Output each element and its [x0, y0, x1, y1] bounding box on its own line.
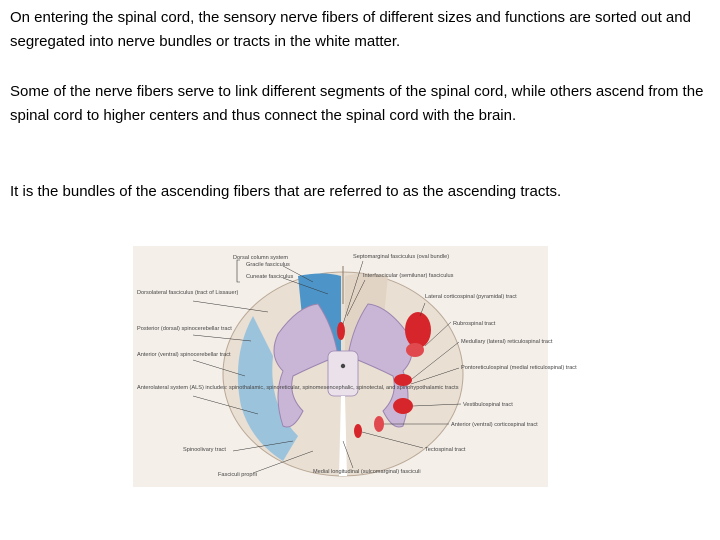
label-medial-longitudinal: Medial longitudinal (sulcomarginal) fasciculi	[313, 469, 421, 475]
label-cuneate: Cuneate fasciculus	[246, 274, 294, 280]
label-dorsal-column-system: Dorsal column system	[233, 255, 289, 261]
dorsal-column-bracket	[237, 260, 240, 282]
tectospinal-red	[354, 424, 362, 438]
label-tectospinal: Tectospinal tract	[425, 447, 466, 453]
label-anterior-corticospinal: Anterior (ventral) corticospinal tract	[451, 422, 538, 428]
label-spinoolivary: Spinoolivary tract	[183, 447, 226, 453]
label-lateral-corticospinal: Lateral corticospinal (pyramidal) tract	[425, 294, 517, 300]
lateral-corticospinal-red	[405, 312, 431, 348]
label-als: Anterolateral system (ALS) includes: spinothalamic, spinoreticular, spinomesencephalic, spinotectal, and spinohypothalamic tracts	[137, 385, 459, 391]
vestibulospinal-red	[393, 398, 413, 414]
label-posterior-spinocerebellar: Posterior (dorsal) spinocerebellar tract	[137, 326, 232, 332]
paragraph-linking: Some of the nerve fibers serve to link different segments of the spinal cord, while others ascend from the spinal cord to higher centers and thus connect the spinal cord with the brain.	[10, 83, 704, 124]
spinal-cord-tracts-figure	[133, 246, 577, 487]
label-anterior-spinocerebellar: Anterior (ventral) spinocerebellar tract	[137, 352, 231, 358]
label-septomarginal: Septomarginal fasciculus (oval bundle)	[353, 254, 450, 260]
label-gracile: Gracile fasciculus	[246, 262, 290, 268]
label-rubrospinal: Rubrospinal tract	[453, 321, 496, 327]
label-pontoreticulospinal: Pontoreticulospinal (medial reticulospinal) tract	[461, 365, 577, 371]
spinal-cord-diagram	[133, 246, 577, 487]
paragraph-sorting: On entering the spinal cord, the sensory nerve fibers of different sizes and functions are sorted out and segregated into nerve bundles or tracts in the white matter.	[10, 9, 691, 50]
paragraph-ascending-tracts: It is the bundles of the ascending fibers that are referred to as the ascending tracts.	[10, 183, 562, 200]
label-interfascicular: Interfascicular (semilunar) fasciculus	[363, 273, 454, 279]
label-fasciculi-proprii: Fasciculi proprii	[218, 472, 257, 478]
central-canal	[341, 364, 345, 368]
anterior-corticospinal-red	[374, 416, 384, 432]
label-vestibulospinal: Vestibulospinal tract	[463, 402, 513, 408]
label-medullary-reticulospinal: Medullary (lateral) reticulospinal tract	[461, 339, 553, 345]
septomarginal-red	[337, 322, 345, 340]
rubrospinal-red	[406, 343, 424, 357]
label-dorsolateral: Dorsolateral fasciculus (tract of Lissauer)	[137, 290, 239, 296]
